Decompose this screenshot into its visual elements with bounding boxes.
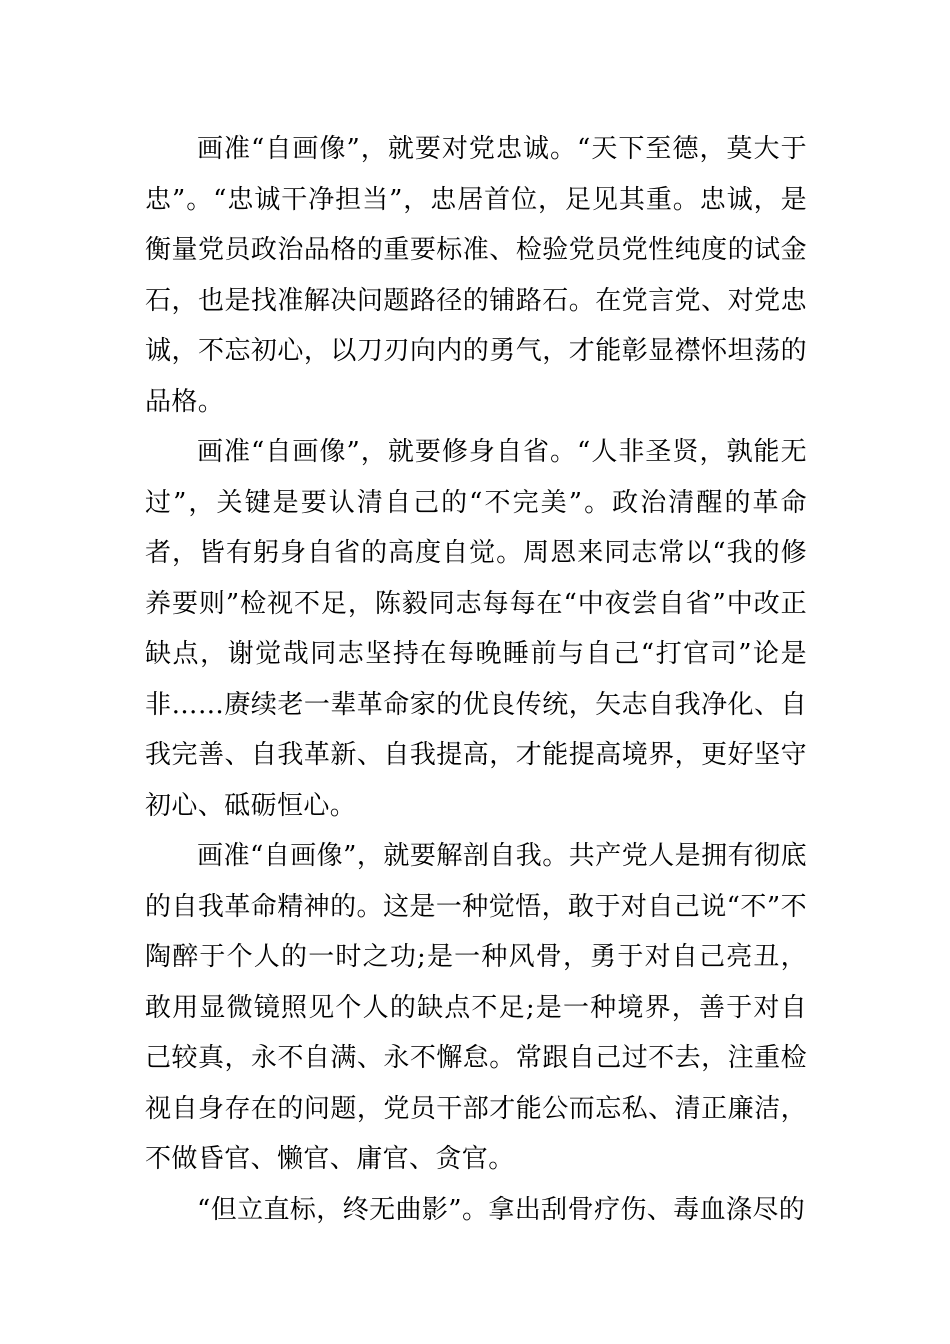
paragraph-self-dissection: 画准“自画像”，就要解剖自我。共产党人是拥有彻底的自我革命精神的。这是一种觉悟，敢于对自己说“不”不陶醉于个人的一时之功;是一种风骨，勇于对自己亮丑，敢用显微镜照见个人的缺点不足;是一种境界，善于对自己较真，永不自满、永不懈怠。常跟自己过不去，注重检视自身存在的问题，党员干部才能公而忘私、清正廉洁，不做昏官、懒官、庸官、贪官。 xyxy=(145,841,807,1174)
paragraph-loyalty: 画准“自画像”，就要对党忠诚。“天下至德，莫大于忠”。“忠诚干净担当”，忠居首位，足见其重。忠诚，是衡量党员政治品格的重要标准、检验党员党性纯度的试金石，也是找准解决问题路径的铺路石。在党言党、对党忠诚，不忘初心，以刀刃向内的勇气，才能彰显襟怀坦荡的品格。 xyxy=(145,134,807,417)
paragraph-self-reflection: 画准“自画像”，就要修身自省。“人非圣贤，孰能无过”，关键是要认清自己的“不完美”。政治清醒的革命者，皆有躬身自省的高度自觉。周恩来同志常以“我的修养要则”检视不足，陈毅同志每每在“中夜尝自省”中改正缺点，谢觉哉同志坚持在每晚睡前与自己“打官司”论是非……赓续老一辈革命家的优良传统，矢志自我净化、自我完善、自我革新、自我提高，才能提高境界，更好坚守初心、砥砺恒心。 xyxy=(145,437,807,821)
paragraph-upright-standard: “但立直标，终无曲影”。拿出刮骨疗伤、毒血涤尽的 xyxy=(197,1194,806,1225)
document-body xyxy=(145,124,807,1235)
